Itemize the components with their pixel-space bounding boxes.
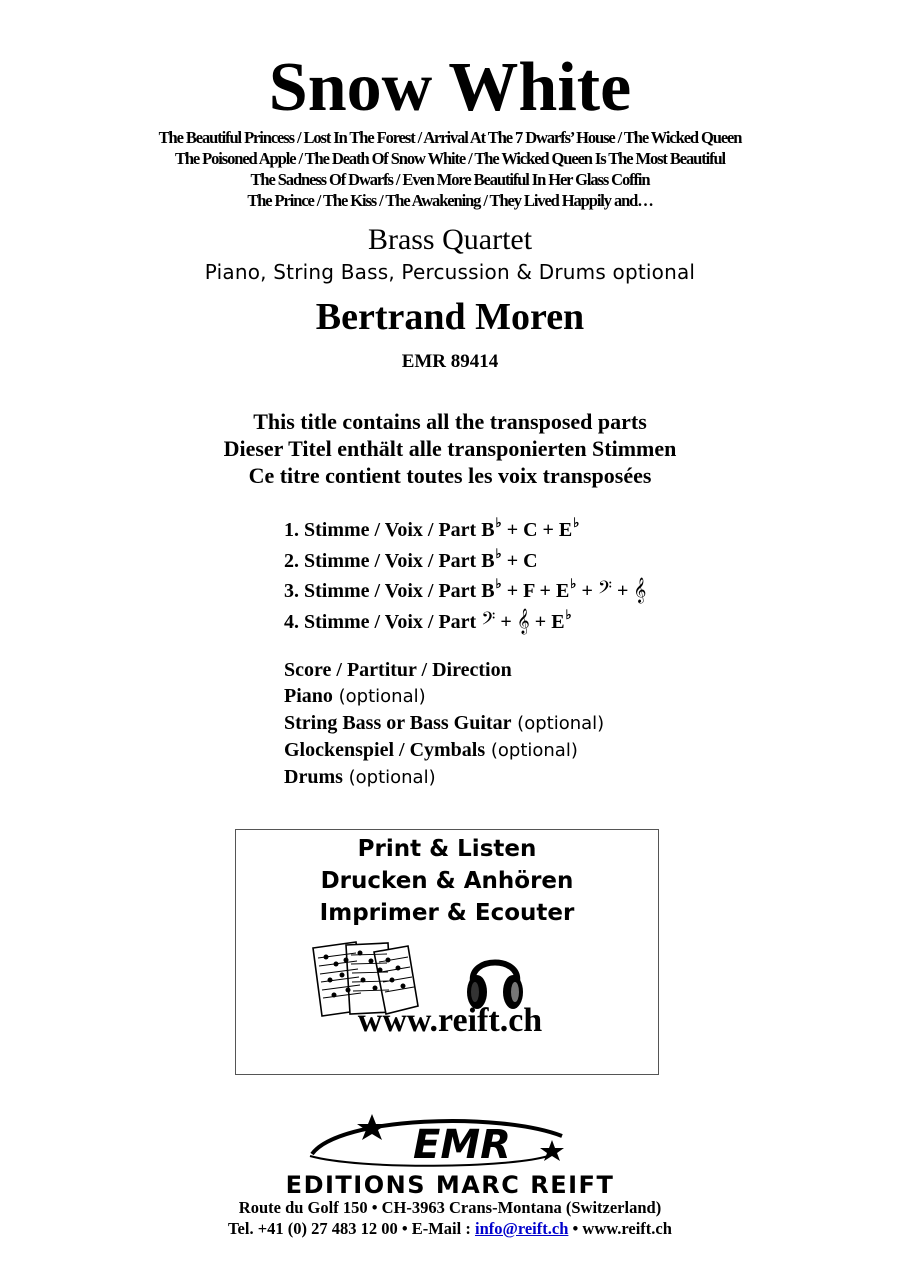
part-suffix: + C bbox=[501, 549, 538, 572]
phone-text: Tel. +41 (0) 27 483 12 00 • E-Mail : bbox=[228, 1219, 475, 1238]
notice-line-en: This title contains all the transposed parts bbox=[253, 409, 647, 434]
instrumentation: Brass Quartet bbox=[367, 223, 533, 256]
extra-label: Drums bbox=[284, 766, 343, 788]
flat-symbol: ♭ bbox=[495, 515, 502, 530]
part-label: 1. Stimme / Voix / Part B bbox=[284, 519, 495, 541]
extra-label: Score / Partitur / Direction bbox=[284, 659, 512, 681]
flat-symbol: ♭ bbox=[495, 576, 502, 591]
treble-clef-icon: 𝄞 bbox=[516, 608, 530, 634]
piece-title: Snow White bbox=[268, 49, 632, 126]
extra-drums bbox=[284, 764, 604, 791]
bass-clef-icon: 𝄢 bbox=[481, 608, 496, 634]
part-plus: + bbox=[612, 580, 634, 602]
treble-clef-icon: 𝄞 bbox=[633, 578, 647, 603]
composer-name: Bertrand Moren bbox=[315, 296, 585, 338]
movement-line: The Beautiful Princess / Lost In The Forest / Arrival At The 7 Dwarfs’ House / The Wicked Queen bbox=[158, 128, 742, 147]
movement-line: The Sadness Of Dwarfs / Even More Beautiful In Her Glass Coffin bbox=[250, 170, 650, 189]
promo-line: Drucken & Anhören bbox=[320, 868, 574, 894]
flat-symbol: ♭ bbox=[573, 515, 580, 530]
part-plus: + bbox=[495, 610, 517, 633]
website-link[interactable]: www.reift.ch bbox=[357, 1002, 543, 1039]
email-link[interactable]: info@reift.ch bbox=[474, 1219, 569, 1238]
extra-parts-list bbox=[284, 657, 604, 791]
part-suffix: + F + E bbox=[501, 580, 570, 602]
extra-score bbox=[284, 657, 604, 683]
extra-label: Glockenspiel / Cymbals bbox=[284, 739, 486, 761]
publisher-name: EDITIONS MARC REIFT bbox=[285, 1171, 615, 1199]
part-row-1 bbox=[284, 508, 646, 539]
optional-note: (optional) bbox=[485, 740, 578, 761]
promo-line: Print & Listen bbox=[357, 836, 537, 862]
promo-text bbox=[236, 833, 658, 929]
transposed-notice bbox=[0, 408, 900, 489]
extra-label: String Bass or Bass Guitar bbox=[284, 712, 512, 734]
extra-label: Piano bbox=[284, 685, 333, 707]
flat-symbol: ♭ bbox=[495, 545, 502, 561]
part-row-2 bbox=[284, 539, 646, 570]
part-suffix: + E bbox=[529, 610, 565, 633]
movement-list bbox=[0, 127, 900, 211]
flat-symbol: ♭ bbox=[570, 576, 577, 591]
extra-glockenspiel bbox=[284, 737, 604, 764]
parts-list bbox=[284, 508, 647, 634]
emr-logo bbox=[300, 1110, 600, 1172]
part-row-3 bbox=[284, 569, 647, 603]
part-row-4 bbox=[284, 600, 646, 634]
notice-line-de: Dieser Titel enthält alle transponierten Stimmen bbox=[223, 436, 677, 461]
part-label: 3. Stimme / Voix / Part B bbox=[284, 580, 495, 602]
part-plus: + bbox=[576, 580, 598, 602]
notice-line-fr: Ce titre contient toutes les voix transposées bbox=[248, 463, 652, 488]
optional-note: (optional) bbox=[342, 767, 436, 788]
optional-note: (optional) bbox=[511, 713, 605, 734]
publisher-contact bbox=[0, 1218, 900, 1239]
publisher-address: Route du Golf 150 • CH-3963 Crans-Montana (Switzerland) bbox=[238, 1198, 662, 1217]
movement-line: The Prince / The Kiss / The Awakening / They Lived Happily and… bbox=[247, 191, 653, 210]
catalog-number: EMR 89414 bbox=[401, 351, 499, 372]
web-text: • www.reift.ch bbox=[568, 1219, 672, 1238]
optional-note: (optional) bbox=[332, 686, 426, 707]
flat-symbol: ♭ bbox=[565, 606, 572, 622]
movement-line: The Poisoned Apple / The Death Of Snow White / The Wicked Queen Is The Most Beautiful bbox=[174, 149, 726, 168]
promo-line: Imprimer & Ecouter bbox=[319, 900, 575, 926]
extra-bass bbox=[284, 710, 604, 737]
part-label: 2. Stimme / Voix / Part B bbox=[284, 549, 495, 572]
instrumentation-optional: Piano, String Bass, Percussion & Drums optional bbox=[204, 260, 696, 284]
extra-piano bbox=[284, 683, 604, 710]
svg-text:EMR: EMR bbox=[413, 1122, 511, 1168]
part-label: 4. Stimme / Voix / Part bbox=[284, 610, 482, 633]
part-suffix: + C + E bbox=[501, 519, 573, 541]
bass-clef-icon: 𝄢 bbox=[597, 578, 612, 603]
